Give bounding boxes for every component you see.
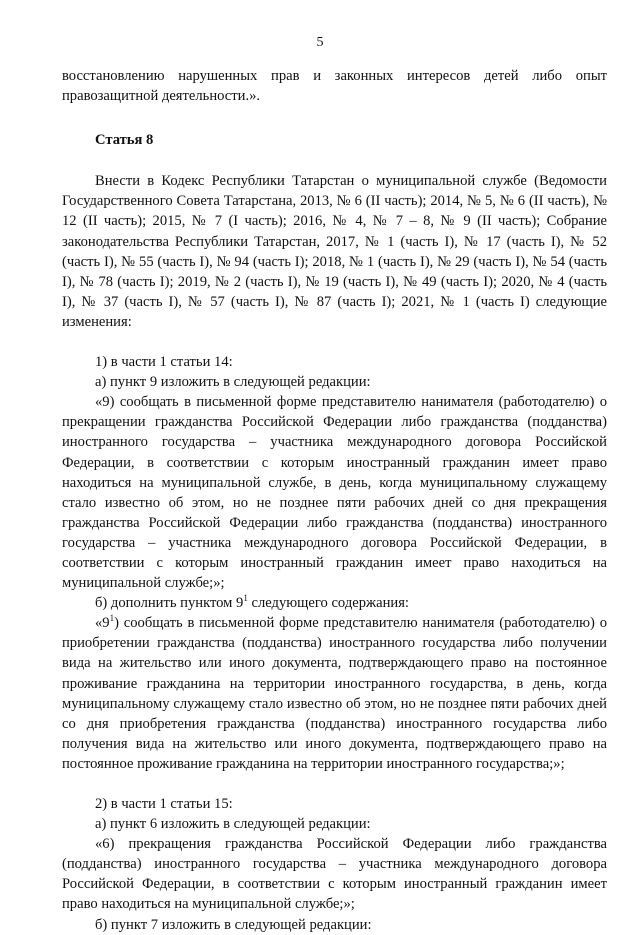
paragraph-point-6-text: «6) прекращения гражданства Российской Федерации либо гражданства (подданства) иностранного государства – участника международного договора Российской Федерации, в соответствии с которым иностранный гражданин имеет право находиться на муниципальной службе;»; xyxy=(62,836,607,913)
paragraph-continuation: восстановлению нарушенных прав и законных интересов детей либо опыт правозащитной деятельности.». xyxy=(62,68,607,105)
paragraph-point-9-text: «9) сообщать в письменной форме представителю нанимателя (работодателю) о прекращении гражданства Российской Федерации либо гражданства (подданства) иностранного государства – участника международного договора Российской Федерации, в соответствии с которым иностранный гражданин имеет право находиться на муниципальной службе, в день, когда муниципальному служащему стало известно об этом, но не позднее пяти рабочих дней со дня прекращения гражданства Российской Федерации либо гражданства (подданства) иностранного государства – участника международного договора Российской Федерации, в соответствии с которым иностранный гражданин имеет право находиться на муниципальной службе;»; xyxy=(62,394,607,592)
paragraph-item-1b-start: б) дополнить пунктом 9 xyxy=(95,595,244,612)
page-number: 5 xyxy=(316,35,324,50)
paragraph-amendment-intro: Внести в Кодекс Республики Татарстан о муниципальной службе (Ведомости Государственного Совета Татарстана, 2013, № 6 (II часть); 2014, № 5, № 6 (II часть), № 12 (II часть); 2015, № 7 (I часть); 2016, № 4, № 7 – 8, № 9 (II часть); Собрание законодательства Республики Татарстан, 2017, № 1 (часть I), № 17 (часть I), № 52 (часть I), № 55 (часть I), № 94 (часть I); 2018, № 1 (часть I), № 29 (часть I), № 54 (часть I), № 78 (часть I); 2019, № 2 (часть I), № 19 (часть I), № 49 (часть I); 2020, № 4 (часть I), № 37 (часть I), № 57 (часть I), № 87 (часть I); 2021, № 1 (часть I) следующие изменения: xyxy=(62,173,607,330)
paragraph-item-1: 1) в части 1 статьи 14: xyxy=(95,354,233,371)
paragraph-item-2: 2) в части 1 статьи 15: xyxy=(95,796,233,812)
paragraph-item-2a: а) пункт 6 изложить в следующей редакции: xyxy=(95,816,371,833)
paragraph-point-9-1-text xyxy=(62,613,607,774)
superscript: 1 xyxy=(243,593,248,604)
article-heading: Статья 8 xyxy=(95,132,154,149)
paragraph-item-1b-end: следующего содержания: xyxy=(247,595,409,612)
paragraph-point-9-1-start: «9 xyxy=(95,615,110,632)
document-body xyxy=(62,66,607,935)
paragraph-point-9-1-end: ) сообщать в письменной форме представителю нанимателя (работодателю) о приобретении гражданства (подданства) иностранного государства либо получении вида на жительство или иного документа, подтверждающего право на постоянное проживание гражданина на территории иностранного государства, в день, когда муниципальному служащему стало известно об этом, но не позднее пяти рабочих дней со дня приобретения гражданства (подданства) иностранного государства либо получения вида на жительство или иного документа, подтверждающего право на постоянное проживание гражданина на территории иностранного государства;»; xyxy=(62,615,607,772)
paragraph-item-1b xyxy=(62,593,607,613)
paragraph-item-2b: б) пункт 7 изложить в следующей редакции: xyxy=(95,916,372,933)
superscript: 1 xyxy=(109,613,115,624)
paragraph-item-1a: а) пункт 9 изложить в следующей редакции: xyxy=(95,374,371,391)
